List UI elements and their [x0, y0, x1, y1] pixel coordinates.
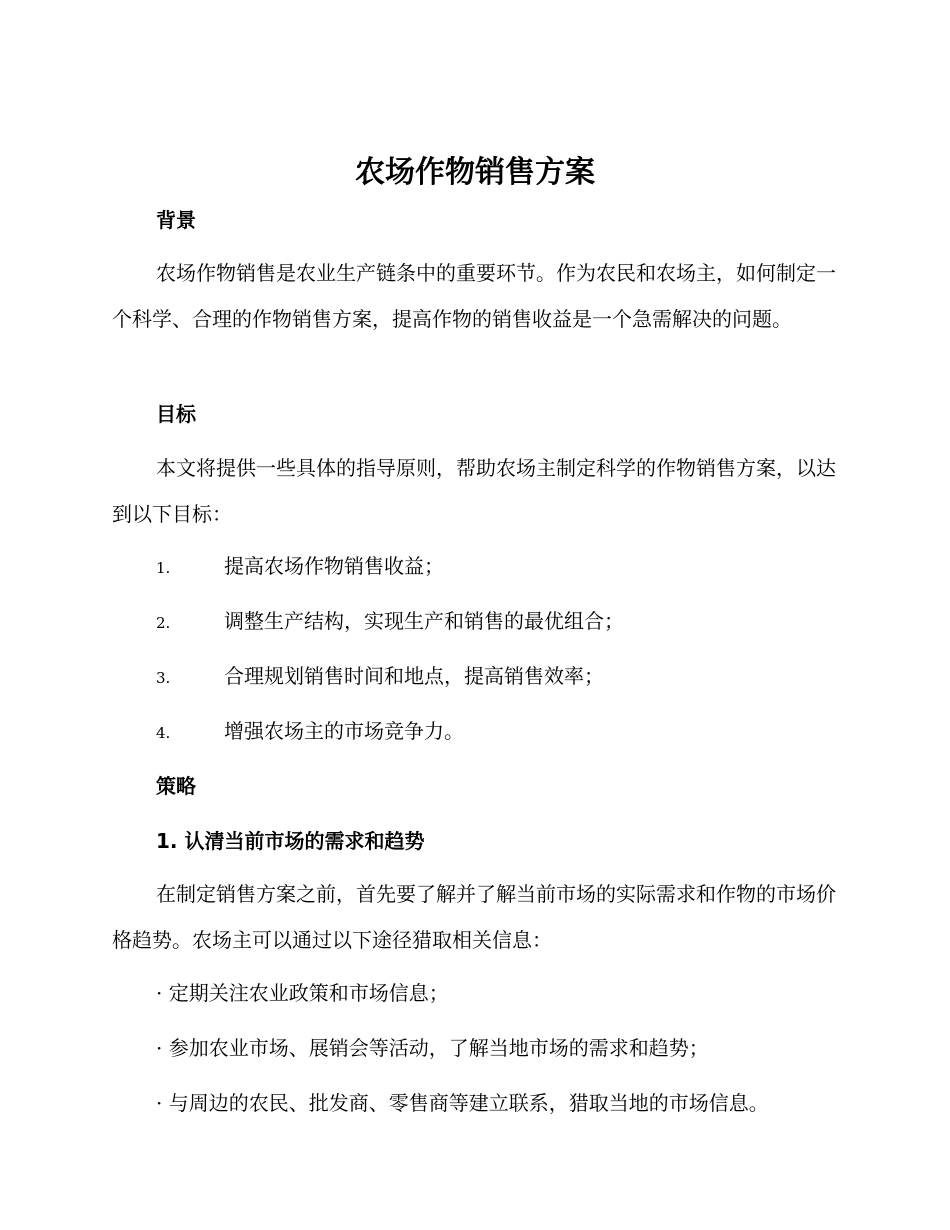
- market-paragraph: 在制定销售方案之前，首先要了解并了解当前市场的实际需求和作物的市场价格趋势。农场主可以通过以下途径猎取相关信息：: [112, 882, 836, 952]
- goal-list-item-1: [156, 551, 836, 583]
- list-number: 3.: [156, 669, 171, 687]
- list-number: 1.: [156, 559, 171, 577]
- section-heading-goals: 目标: [156, 402, 196, 426]
- goal-list-item-4: [156, 716, 836, 748]
- bullet-item-2: · 参加农业市场、展销会等活动，了解当地市场的需求和趋势；: [156, 1036, 709, 1060]
- document-title: 农场作物销售方案: [355, 155, 595, 190]
- subsection-heading-market: 1. 认清当前市场的需求和趋势: [156, 829, 425, 853]
- section-heading-background: 背景: [156, 208, 196, 232]
- goal-list-item-3: [156, 661, 836, 693]
- list-item-text: 增强农场主的市场竞争力。: [224, 719, 464, 743]
- list-item-text: 合理规划销售时间和地点，提高销售效率；: [224, 664, 604, 688]
- goals-intro-paragraph: 本文将提供一些具体的指导原则，帮助农场主制定科学的作物销售方案，以达到以下目标：: [112, 456, 836, 526]
- bullet-item-1: · 定期关注农业政策和市场信息；: [156, 981, 449, 1005]
- list-number: 2.: [156, 614, 171, 632]
- bullet-item-3: · 与周边的农民、批发商、零售商等建立联系，猎取当地的市场信息。: [156, 1091, 769, 1115]
- section-heading-strategy: 策略: [156, 774, 196, 798]
- list-number: 4.: [156, 724, 171, 742]
- list-item-text: 提高农场作物销售收益；: [224, 554, 444, 578]
- list-item-text: 调整生产结构，实现生产和销售的最优组合；: [224, 609, 624, 633]
- background-paragraph: 农场作物销售是农业生产链条中的重要环节。作为农民和农场主，如何制定一个科学、合理的作物销售方案，提高作物的销售收益是一个急需解决的问题。: [112, 261, 836, 331]
- goal-list-item-2: [156, 606, 836, 638]
